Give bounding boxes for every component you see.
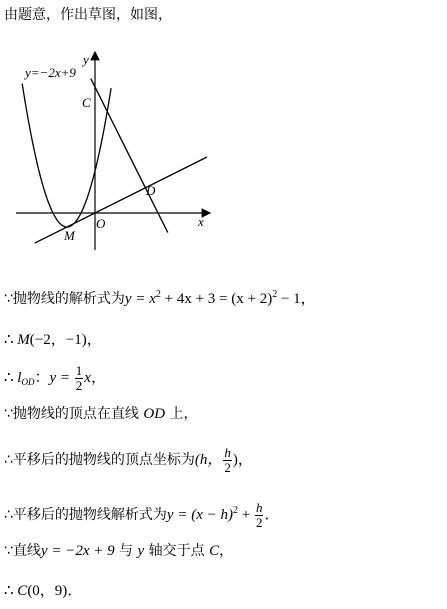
step-2: ∴ M(−2，−1)， [4, 332, 102, 348]
step-3: ∴ $l_{OD}$：y = $\frac{1}{2}$ x， [4, 363, 106, 393]
point-M-label: M [64, 228, 75, 243]
fraction-h-over-2-b: $\frac{h}{2}$ [255, 500, 263, 530]
step-1: ∵抛物线的解析式为$y = x^2 + 4x + 3 = (x + 2)^2 - 1$， [4, 289, 316, 307]
point-D-label: D [146, 183, 156, 198]
origin-label: O [96, 216, 106, 231]
step-6: ∴平移后的抛物线解析式为$y = (x - h)^2$ + $\frac{h}{2}$ ． [4, 500, 280, 530]
step-5: ∴平移后的抛物线的顶点坐标为(h， $\frac{h}{2}$ )， [4, 445, 253, 475]
line-label: y=−2x+9 [25, 65, 76, 80]
step-4: ∵抛物线的顶点在直线 OD 上， [4, 406, 198, 422]
parabola-curve [22, 84, 111, 227]
step-7: ∵直线y = −2x + 9 与 y 轴交于点 C， [4, 543, 234, 559]
sketch-graph [0, 40, 230, 260]
x-axis-label: x [198, 214, 204, 229]
step-8: ∴ C(0，9)． [4, 583, 83, 599]
line-OD [35, 157, 207, 243]
y-axis-label: y [83, 52, 89, 67]
point-C-label: C [82, 95, 91, 110]
fraction-one-half: $\frac{1}{2}$ [75, 363, 83, 393]
fraction-h-over-2: $\frac{h}{2}$ [224, 445, 231, 475]
intro-text: 由题意，作出草图，如图， [4, 7, 172, 23]
